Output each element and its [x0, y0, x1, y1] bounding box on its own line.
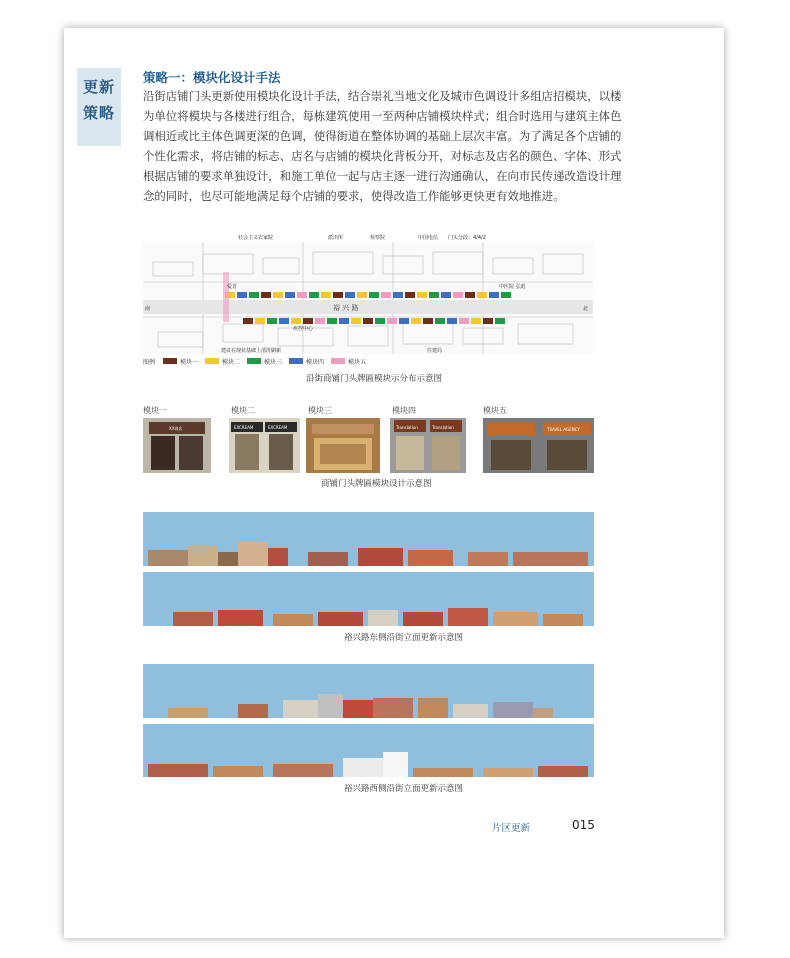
figure-caption: 裕兴路西侧沿街立面更新示意图 [344, 784, 464, 794]
module-image [229, 418, 300, 473]
map-label: 疾控中心 [293, 326, 314, 332]
legend-swatch [247, 358, 261, 364]
page-number: 015 [572, 818, 595, 832]
paragraph-line: 沿街店铺门头更新使用模块化设计手法，结合崇礼当地文化及城市色调设计多组店招模块，以楼 [143, 89, 622, 103]
map-label: 建议在现状基础上清洗刷新 [221, 348, 282, 354]
map-label: 中医院 弘彪 [499, 284, 526, 290]
module-image [306, 418, 380, 473]
legend-swatch [205, 358, 219, 364]
module-sign-text: EXCREAM [234, 425, 254, 430]
module-sign-text: Translation [432, 425, 454, 430]
module-label: 模块五 [483, 406, 507, 415]
paragraph-line: 调相近或比主体色调更深的色调，使得街道在整体协调的基础上层次丰富。为了满足各个店铺的 [143, 129, 622, 143]
map-label: 派出所 [328, 235, 344, 241]
module-image [390, 418, 466, 473]
module-sign-text: TRAVEL AGENCY [547, 427, 580, 432]
paragraph-line: 念的同时，也尽可能地满足每个店铺的要求，使得改造工作能够更快更有效地推进。 [143, 189, 565, 203]
road-label: 裕 兴 路 [333, 304, 359, 312]
legend-label: 模块四 [306, 359, 325, 366]
module-image [143, 418, 211, 473]
module-image [483, 418, 594, 473]
section-tag [77, 68, 121, 146]
paragraph-line: 个性化需求，将店铺的标志、店名与店铺的模块化背板分开，对标志及店名的颜色、字体、形式 [143, 149, 622, 163]
figure-caption: 裕兴路东侧沿街立面更新示意图 [344, 633, 464, 643]
site-map [143, 232, 593, 354]
map-legend [143, 356, 443, 366]
section-heading: 策略一：模块化设计手法 [143, 70, 281, 85]
module-label: 模块一 [143, 406, 167, 415]
map-label: 南 [145, 306, 151, 312]
legend-title: 图例 [143, 359, 156, 366]
legend-swatch [289, 358, 303, 364]
module-label: 模块二 [231, 406, 255, 415]
module-label: 模块三 [308, 406, 332, 415]
module-sign-text: EXCREAM [268, 425, 288, 430]
map-label: 北 [583, 306, 589, 312]
west-elevation [143, 664, 594, 777]
legend-label: 模块二 [222, 359, 241, 366]
legend-swatch [331, 358, 345, 364]
legend-label: 模块三 [264, 359, 283, 366]
map-label: 爱晋 [227, 284, 238, 290]
footer-section-title: 片区更新 [492, 823, 531, 834]
east-elevation [143, 512, 594, 626]
legend-swatch [163, 358, 177, 364]
map-label: 检察院 [370, 235, 386, 241]
map-label: 社会主义农家院 [238, 235, 274, 241]
map-label: 中国电信 [418, 235, 439, 241]
legend-label: 模块一 [180, 359, 199, 366]
map-label: 住建局 [427, 348, 443, 354]
module-sign-text: Translation [396, 425, 418, 430]
map-label: 门头分段：4/4/2 [448, 235, 486, 241]
module-sign-text: XX商店 [169, 426, 183, 431]
paragraph-line: 根据店铺的要求单独设计，和施工单位一起与店主逐一进行沟通确认，在向市民传递改造设计理 [143, 169, 622, 183]
figure-caption: 商铺门头牌匾模块设计示意图 [321, 479, 432, 489]
section-tag-line2: 策略 [83, 104, 116, 122]
section-tag-line1: 更新 [83, 78, 116, 96]
legend-label: 模块五 [348, 359, 367, 366]
figure-caption: 沿街商铺门头牌匾模块示分布示意图 [306, 374, 443, 384]
module-label: 模块四 [392, 406, 416, 415]
paragraph-line: 为单位将模块与各楼进行组合，每栋建筑使用一至两种店铺模块样式；组合时选用与建筑主体色 [143, 109, 622, 123]
